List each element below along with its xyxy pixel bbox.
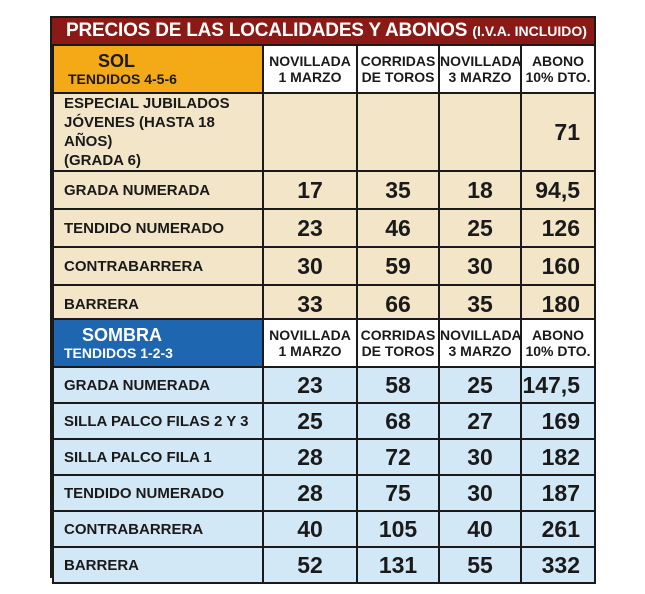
row-label-line: SILLA PALCO FILA 1: [64, 448, 212, 466]
row-label-line: BARRERA: [64, 556, 139, 574]
sol-price-row: [53, 93, 595, 171]
sol-tendidos: TENDIDOS 4-5-6: [68, 71, 177, 87]
price-cell-v3: 25: [439, 367, 521, 403]
price-cell-v2: 46: [357, 209, 439, 247]
price-cell-v3: [439, 93, 521, 171]
price-cell-v4: 180: [521, 285, 595, 323]
row-label: [53, 475, 263, 511]
sombra-price-row: [53, 475, 595, 511]
row-label-line: SILLA PALCO FILAS 2 Y 3: [64, 412, 249, 430]
col-header-novillada-1: NOVILLADA 1 MARZO: [263, 45, 357, 93]
sombra-section-header: [53, 319, 263, 367]
sol-price-row: [53, 171, 595, 209]
price-cell-v4: 160: [521, 247, 595, 285]
sol-table: [52, 44, 596, 324]
price-cell-v4: 182: [521, 439, 595, 475]
price-cell-v2: 131: [357, 547, 439, 583]
price-cell-v1: 52: [263, 547, 357, 583]
price-cell-v1: 30: [263, 247, 357, 285]
sombra-price-row: [53, 547, 595, 583]
row-label-line: CONTRABARRERA: [64, 257, 204, 275]
sol-header-row: [53, 45, 595, 93]
price-cell-v2: 105: [357, 511, 439, 547]
row-label: [53, 439, 263, 475]
col-header-novillada-1: NOVILLADA 1 MARZO: [263, 319, 357, 367]
price-cell-v3: 55: [439, 547, 521, 583]
price-cell-v2: 66: [357, 285, 439, 323]
price-cell-v2: 68: [357, 403, 439, 439]
col-header-novillada-3: NOVILLADA 3 MARZO: [439, 45, 521, 93]
row-label: [53, 247, 263, 285]
price-cell-v1: 33: [263, 285, 357, 323]
price-cell-v1: 25: [263, 403, 357, 439]
row-label-line: TENDIDO NUMERADO: [64, 484, 224, 502]
sombra-name: SOMBRA: [82, 325, 162, 345]
price-cell-v4: 332: [521, 547, 595, 583]
title-main: PRECIOS DE LAS LOCALIDADES Y ABONOS: [66, 20, 468, 41]
price-cell-v2: 75: [357, 475, 439, 511]
row-label: [53, 547, 263, 583]
row-label-line: CONTRABARRERA: [64, 520, 204, 538]
price-cell-v4: 126: [521, 209, 595, 247]
row-label-line: BARRERA: [64, 295, 139, 313]
row-label: [53, 209, 263, 247]
col-header-abono: ABONO 10% DTO.: [521, 45, 595, 93]
sombra-tendidos: TENDIDOS 1-2-3: [64, 345, 173, 361]
row-label-line: ESPECIAL JUBILADOS: [64, 95, 230, 112]
price-cell-v3: 30: [439, 439, 521, 475]
price-cell-v1: [263, 93, 357, 171]
price-cell-v4: 71: [521, 93, 595, 171]
price-cell-v2: 72: [357, 439, 439, 475]
price-cell-v4: 169: [521, 403, 595, 439]
sombra-header-row: [53, 319, 595, 367]
sombra-price-row: [53, 439, 595, 475]
row-label: [53, 511, 263, 547]
sombra-table: [52, 318, 596, 584]
price-cell-v2: 35: [357, 171, 439, 209]
row-label: [53, 93, 263, 171]
price-cell-v4: 147,5: [521, 367, 595, 403]
col-header-corridas: CORRIDAS DE TOROS: [357, 45, 439, 93]
price-cell-v1: 28: [263, 475, 357, 511]
sol-price-row: [53, 209, 595, 247]
price-cell-v1: 17: [263, 171, 357, 209]
price-cell-v3: 30: [439, 475, 521, 511]
sombra-price-row: [53, 511, 595, 547]
price-cell-v3: 40: [439, 511, 521, 547]
sol-price-row: [53, 247, 595, 285]
price-cell-v3: 25: [439, 209, 521, 247]
col-header-abono: ABONO 10% DTO.: [521, 319, 595, 367]
price-cell-v1: 28: [263, 439, 357, 475]
price-cell-v1: 40: [263, 511, 357, 547]
price-table-frame: [50, 16, 596, 578]
price-cell-v1: 23: [263, 367, 357, 403]
sombra-price-row: [53, 367, 595, 403]
row-label: [53, 171, 263, 209]
row-label-line: GRADA NUMERADA: [64, 181, 211, 199]
row-label: [53, 367, 263, 403]
price-cell-v4: 94,5: [521, 171, 595, 209]
row-label-line: JÓVENES (HASTA 18 AÑOS): [64, 114, 215, 150]
price-cell-v3: 35: [439, 285, 521, 323]
sombra-price-row: [53, 403, 595, 439]
price-cell-v4: 187: [521, 475, 595, 511]
price-cell-v1: 23: [263, 209, 357, 247]
price-cell-v2: 59: [357, 247, 439, 285]
col-header-novillada-3: NOVILLADA 3 MARZO: [439, 319, 521, 367]
sol-section-header: [53, 45, 263, 93]
row-label: [53, 403, 263, 439]
title-note: (I.V.A. INCLUIDO): [472, 23, 587, 39]
price-cell-v2: [357, 93, 439, 171]
row-label-line: GRADA NUMERADA: [64, 376, 211, 394]
sol-name: SOL: [98, 51, 136, 71]
row-label-line: TENDIDO NUMERADO: [64, 219, 224, 237]
col-header-corridas: CORRIDAS DE TOROS: [357, 319, 439, 367]
price-cell-v3: 30: [439, 247, 521, 285]
price-cell-v3: 18: [439, 171, 521, 209]
price-cell-v3: 27: [439, 403, 521, 439]
row-label-line: (GRADA 6): [64, 152, 141, 169]
price-cell-v2: 58: [357, 367, 439, 403]
table-title: [52, 18, 594, 44]
price-cell-v4: 261: [521, 511, 595, 547]
